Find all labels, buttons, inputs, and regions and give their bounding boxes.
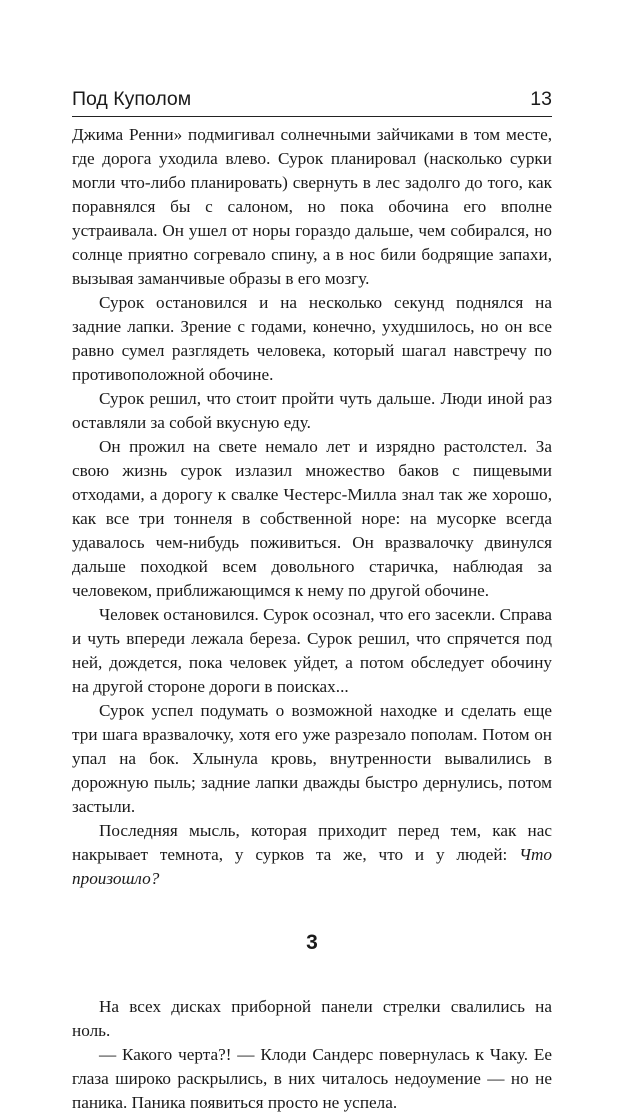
chapter-number: 3 xyxy=(306,931,318,954)
paragraph: Человек остановился. Сурок осознал, что его засекли. Справа и чуть впереди лежала береза. Сурок решил, что спрячется под ней, дождется, пока человек уйдет, а потом обследует обочину на другой стороне дороги в поисках... xyxy=(72,605,552,696)
paragraph: — Какого черта?! — Клоди Сандерс повернулась к Чаку. Ее глаза широко раскрылись, в них читалось недоумение — но не паника. Паника появиться просто не успела. xyxy=(72,1045,552,1112)
italic-phrase: Что произошло? xyxy=(72,845,552,888)
body-text xyxy=(72,123,552,1115)
page-number: 13 xyxy=(530,88,552,110)
running-header xyxy=(72,88,552,117)
book-title: Под Куполом xyxy=(72,88,192,110)
paragraph: Сурок успел подумать о возможной находке и сделать еще три шага вразвалочку, хотя его уже разрезало пополам. Потом он упал на бок. Хлынула кровь, внутренности вывалились в дорожную пыль; задние лапки дважды быстро дернулись, потом застыли. xyxy=(72,701,552,816)
paragraph: Джима Ренни» подмигивал солнечными зайчиками в том месте, где дорога уходила влево. Сурок планировал (насколько сурки могли что-либо планировать) свернуть в лес задолго до того, как поравнялся бы с салоном, но пока обочина его вполне устраивала. Он ушел от норы гораздо дальше, чем собирался, но солнце приятно согревало спину, а в нос били бодрящие запахи, вызывая заманчивые образы в его мозгу. xyxy=(72,125,552,288)
last-paragraph xyxy=(72,819,552,891)
paragraph: Сурок решил, что стоит пройти чуть дальше. Люди иной раз оставляли за собой вкусную еду. xyxy=(72,389,552,432)
paragraph: Сурок остановился и на несколько секунд поднялся на задние лапки. Зрение с годами, конечно, ухудшилось, но он все равно сумел разглядеть человека, который шагал навстречу по противоположной обочине. xyxy=(72,293,552,384)
paragraph: На всех дисках приборной панели стрелки свалились на ноль. xyxy=(72,997,552,1040)
last-paragraph-text: Последняя мысль, которая приходит перед тем, как нас накрывает темнота, у сурков та же, что и у людей: xyxy=(72,821,552,864)
book-page xyxy=(72,88,552,1115)
paragraph: Он прожил на свете немало лет и изрядно растолстел. За свою жизнь сурок излазил множество баков с пищевыми отходами, а дорогу к свалке Честерс-Милла знал так же хорошо, как все три тоннеля в собственной норе: на мусорке всегда удавалось чем-нибудь поживиться. Он вразвалочку двинулся дальше походкой всем довольного старичка, наблюдая за человеком, приближающимся к нему по другой обочине. xyxy=(72,437,552,600)
